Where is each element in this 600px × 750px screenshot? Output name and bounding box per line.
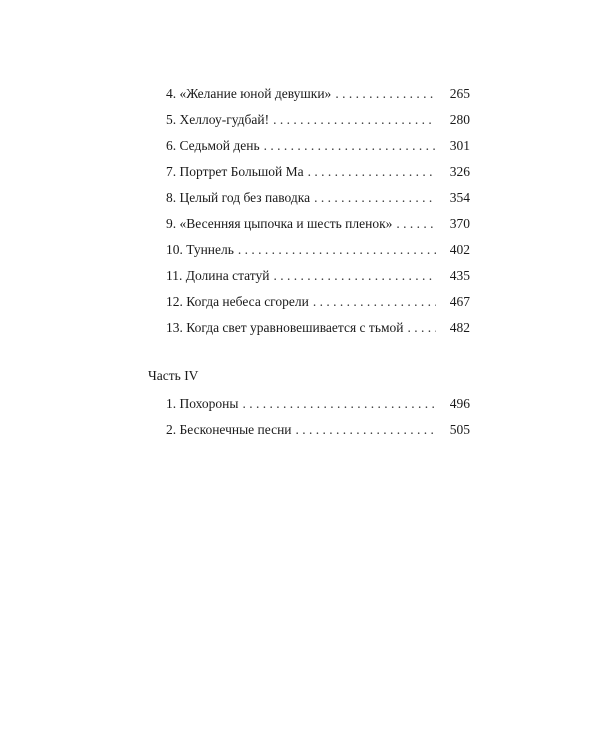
- toc-entry-title: 7. Портрет Большой Ма: [166, 164, 304, 179]
- toc-entry-title: 9. «Весенняя цыпочка и шесть пленок»: [166, 216, 393, 231]
- toc-entry-page: 265: [449, 86, 470, 101]
- dot-leader: [313, 289, 436, 315]
- dot-leader: [314, 185, 436, 211]
- toc-entry-title: 12. Когда небеса сгорели: [166, 294, 309, 309]
- toc-entry-page: 354: [449, 190, 470, 205]
- toc-entry[interactable]: [166, 133, 470, 159]
- toc-entry[interactable]: [166, 159, 470, 185]
- toc-list-part-4: [166, 391, 470, 443]
- toc-entry[interactable]: [166, 391, 470, 417]
- toc-entry-page: 402: [449, 242, 470, 257]
- toc-entry-title: 6. Седьмой день: [166, 138, 260, 153]
- toc-entry-page: 482: [449, 320, 470, 335]
- toc-entry[interactable]: [166, 211, 470, 237]
- toc-entry-title: 4. «Желание юной девушки»: [166, 86, 332, 101]
- dot-leader: [273, 263, 436, 289]
- toc-entry-page: 467: [449, 294, 470, 309]
- dot-leader: [408, 315, 437, 341]
- toc-entry[interactable]: [166, 81, 470, 107]
- toc-entry-page: 435: [449, 268, 470, 283]
- toc-entry-page: 370: [449, 216, 470, 231]
- part-heading: Часть IV: [148, 368, 199, 383]
- toc-entry[interactable]: [166, 315, 470, 341]
- toc-entry-title: 8. Целый год без паводка: [166, 190, 311, 205]
- toc-entry-page: 326: [449, 164, 470, 179]
- toc-entry-title: 11. Долина статуй: [166, 268, 270, 283]
- toc-entry-title: 1. Похороны: [166, 396, 239, 411]
- dot-leader: [335, 81, 436, 107]
- dot-leader: [238, 237, 436, 263]
- dot-leader: [242, 391, 436, 417]
- toc-entry[interactable]: [166, 289, 470, 315]
- toc-entry[interactable]: [166, 417, 470, 443]
- toc-entry-title: 5. Хеллоу-гудбай!: [166, 112, 270, 127]
- toc-entry-page: 301: [449, 138, 470, 153]
- toc-entry-title: 13. Когда свет уравновешивается с тьмой: [166, 320, 404, 335]
- toc-entry-page: 505: [449, 422, 470, 437]
- toc-entry-page: 280: [449, 112, 470, 127]
- toc-entry[interactable]: [166, 237, 470, 263]
- dot-leader: [308, 159, 436, 185]
- dot-leader: [264, 133, 436, 159]
- dot-leader: [296, 417, 436, 443]
- toc-entry[interactable]: [166, 263, 470, 289]
- toc-entry-title: 2. Бесконечные песни: [166, 422, 292, 437]
- toc-list-part-3: [166, 81, 470, 341]
- toc-entry-title: 10. Туннель: [166, 242, 234, 257]
- dot-leader: [396, 211, 436, 237]
- toc-entry-page: 496: [449, 396, 470, 411]
- toc-entry[interactable]: [166, 107, 470, 133]
- dot-leader: [273, 107, 436, 133]
- toc-entry[interactable]: [166, 185, 470, 211]
